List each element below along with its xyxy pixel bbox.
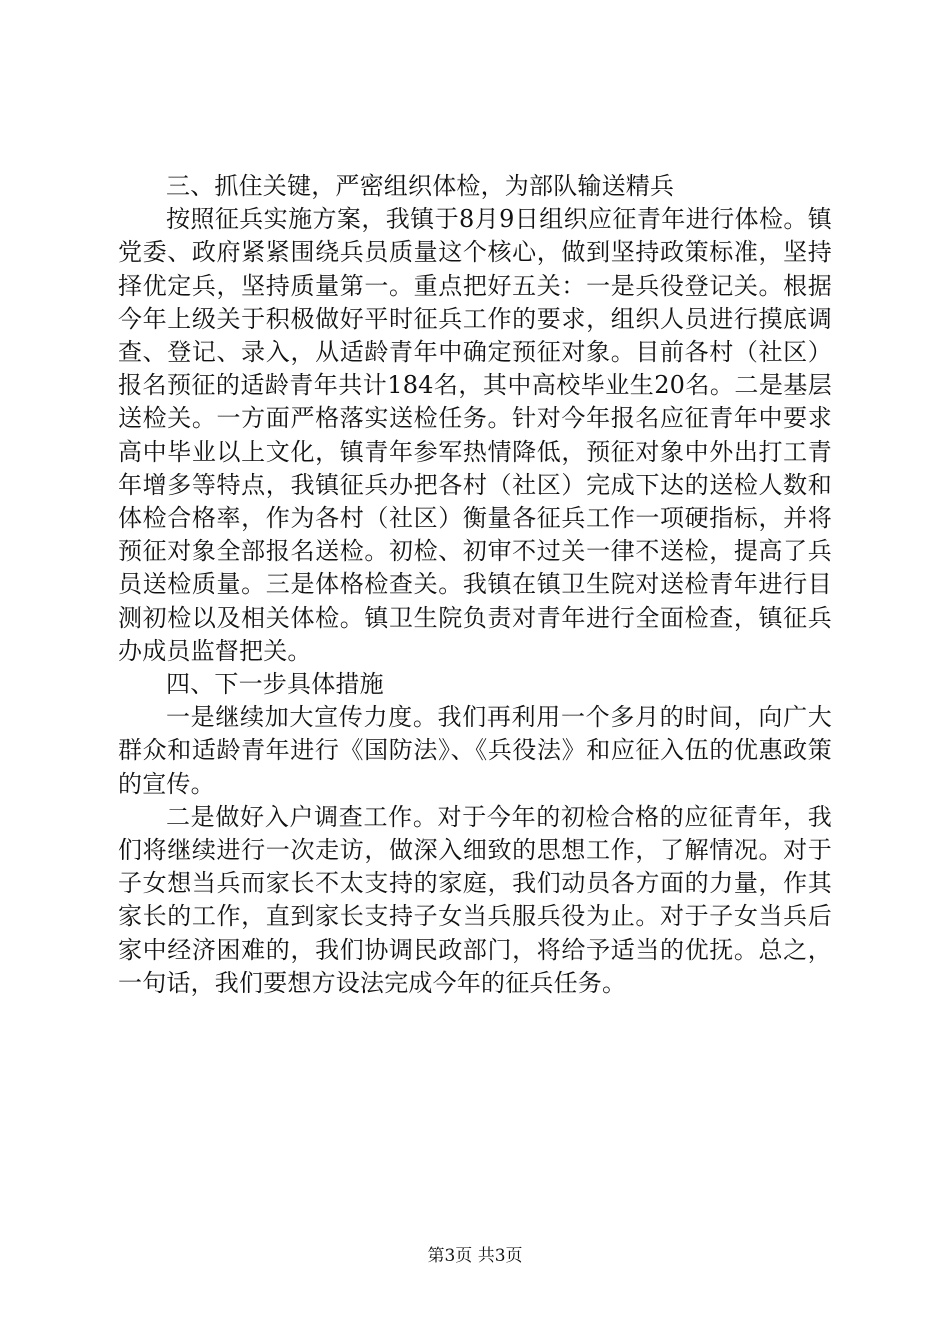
paragraph-publicity: 一是继续加大宣传力度。我们再利用一个多月的时间，向广大群众和适龄青年进行《国防法》、《兵役法》和应征入伍的优惠政策的宣传。 <box>118 703 832 798</box>
paragraph-household-survey: 二是做好入户调查工作。对于今年的初检合格的应征青年，我们将继续进行一次走访，做深入细致的思想工作，了解情况。对于子女想当兵而家长不太支持的家庭，我们动员各方面的力量，作其家长的工作，直到家长支持子女当兵服兵役为止。对于子女当兵后家中经济困难的，我们协调民政部门，将给予适当的优抚。总之，一句话，我们要想方设法完成今年的征兵任务。 <box>118 802 832 997</box>
document-body <box>118 170 832 1000</box>
section-heading-4: 四、下一步具体措施 <box>166 670 384 699</box>
paragraph-physical-exam: 按照征兵实施方案，我镇于8月9日组织应征青年进行体检。镇党委、政府紧紧围绕兵员质量这个核心，做到坚持政策标准，坚持择优定兵，坚持质量第一。重点把好五关：一是兵役登记关。根据今年上级关于积极做好平时征兵工作的要求，组织人员进行摸底调查、登记、录入，从适龄青年中确定预征对象。目前各村（社区）报名预征的适龄青年共计184名，其中高校毕业生20名。二是基层送检关。一方面严格落实送检任务。针对今年报名应征青年中要求高中毕业以上文化，镇青年参军热情降低，预征对象中外出打工青年增多等特点，我镇征兵办把各村（社区）完成下达的送检人数和体检合格率，作为各村（社区）衡量各征兵工作一项硬指标，并将预征对象全部报名送检。初检、初审不过关一律不送检，提高了兵员送检质量。三是体格检查关。我镇在镇卫生院对送检青年进行目测初检以及相关体检。镇卫生院负责对青年进行全面检查，镇征兵办成员监督把关。 <box>118 205 832 665</box>
section-heading-3: 三、抓住关键，严密组织体检，为部队输送精兵 <box>166 172 675 200</box>
page-number-footer: 第3页 共3页 <box>427 1246 523 1266</box>
